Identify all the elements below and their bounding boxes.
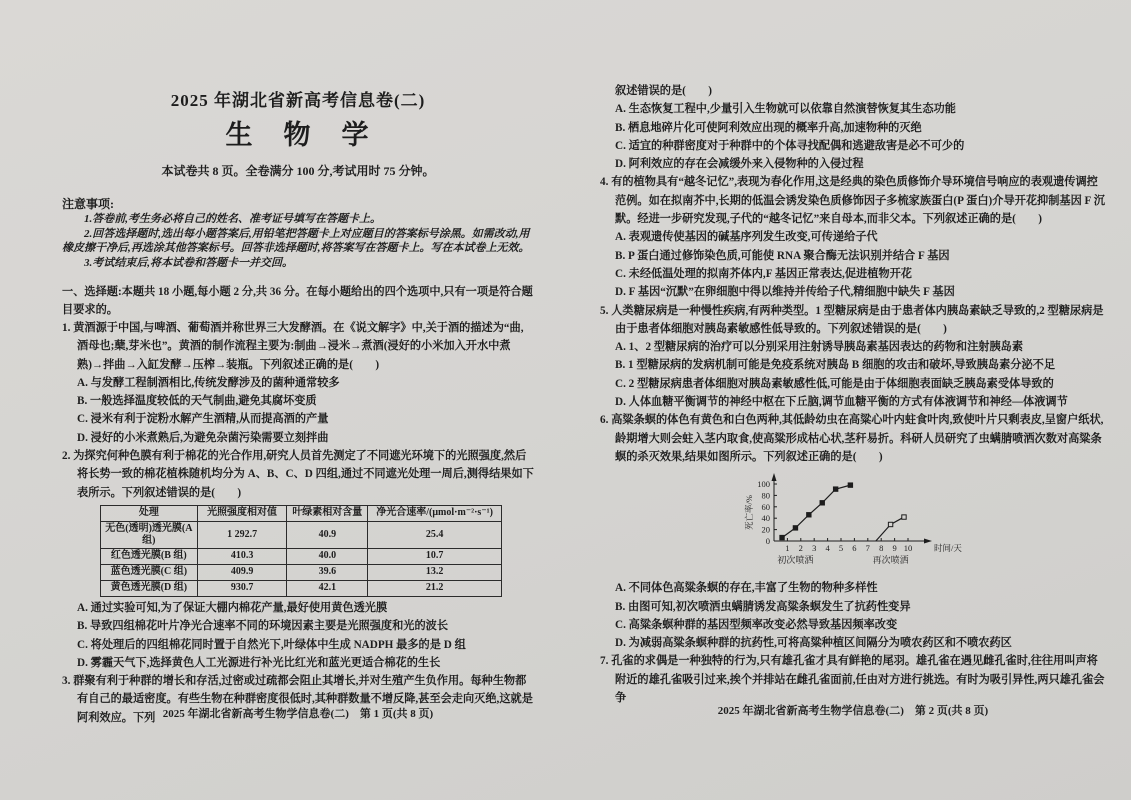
svg-text:2: 2: [798, 543, 803, 554]
svg-text:5: 5: [838, 543, 844, 554]
question-2-option-b: B. 导致四组棉花叶片净光合速率不同的环境因素主要是光照强度和光的波长: [77, 620, 449, 633]
table-cell: 黄色透光膜(D 组): [101, 580, 198, 596]
question-6-option-b: B. 由图可知,初次喷洒虫螨腈诱发高粱条螟发生了抗药性变异: [615, 600, 911, 613]
question-3-option-c: C. 适宜的种群密度对于种群中的个体寻找配偶和逃避敌害是必不可少的: [615, 139, 965, 152]
question-4: [600, 173, 1106, 301]
table-cell: 无色(透明)透光膜(A 组): [101, 521, 198, 548]
question-5-stem: 5. 人类糖尿病是一种慢性疾病,有两种类型。1 型糖尿病是由于患者体内胰岛素缺乏导致的,2 型糖尿病是由于患者体细胞对胰岛素敏感性低导致的。下列叙述错误的是( ): [600, 304, 1104, 335]
question-4-option-b: B. P 蛋白通过修饰染色质,可能使 RNA 聚合酶无法识别并结合 F 基因: [615, 249, 950, 262]
table-cell: 21.2: [368, 580, 502, 596]
question-4-option-a: A. 表观遗传使基因的碱基序列发生改变,可传递给子代: [615, 231, 878, 244]
svg-text:死亡率/%: 死亡率/%: [744, 495, 754, 531]
figure-chart: [722, 467, 974, 579]
svg-text:初次喷洒: 初次喷洒: [777, 555, 814, 566]
svg-text:20: 20: [761, 524, 770, 535]
page-2: [600, 82, 1106, 707]
question-4-option-c: C. 未经低温处理的拟南芥体内,F 基因正常表达,促进植物开花: [615, 267, 912, 280]
page-1: [62, 90, 534, 727]
table-cell: 10.7: [368, 548, 502, 564]
question-4-option-d: D. F 基因“沉默”在卵细胞中得以维持并传给子代,精细胞中缺失 F 基因: [615, 286, 955, 299]
question-3-stem-continued: 叙述错误的是( ): [615, 85, 712, 97]
table-cell: 红色透光膜(B 组): [101, 548, 198, 564]
svg-text:8: 8: [879, 543, 884, 554]
table-cell: 39.6: [287, 564, 368, 580]
exam-meta: 本试卷共 8 页。全卷满分 100 分,考试用时 75 分钟。: [161, 164, 435, 178]
question-3-continued: [600, 82, 1106, 173]
svg-text:40: 40: [761, 513, 770, 524]
section-heading: 一、选择题:本题共 18 小题,每小题 2 分,共 36 分。在每小题给出的四个选项中,只有一项是符合题目要求的。: [62, 286, 533, 316]
table-cell: 1 292.7: [197, 521, 287, 548]
table-cell: 930.7: [197, 580, 287, 596]
table-cell: 40.0: [287, 548, 368, 564]
question-2-option-d: D. 雾霾天气下,选择黄色人工光源进行补光比红光和蓝光更适合棉花的生长: [77, 656, 441, 669]
question-2-stem: 2. 为探究何种色膜有利于棉花的光合作用,研究人员首先测定了不同遮光环境下的光照强度,然后将长势一致的棉花植株随机均分为 A、B、C、D 四组,通过不同遮光处理一周后,测得结果如下表所示。下列叙述错误的是( ): [62, 450, 534, 499]
question-3-option-d: D. 阿利效应的存在会减缓外来入侵物种的入侵过程: [615, 158, 864, 171]
question-5-option-d: D. 人体血糖平衡调节的神经中枢在下丘脑,调节血糖平衡的方式有体液调节和神经—体液调节: [615, 396, 1068, 409]
table-header-cell: 光照强度相对值: [197, 505, 287, 521]
svg-text:时间/天: 时间/天: [934, 543, 962, 554]
svg-text:6: 6: [852, 543, 857, 554]
table-cell: 蓝色透光膜(C 组): [101, 564, 198, 580]
svg-text:10: 10: [903, 543, 913, 554]
table-cell: 42.1: [287, 580, 368, 596]
page-1-footer: 2025 年湖北省新高考生物学信息卷(二) 第 1 页(共 8 页): [162, 708, 434, 720]
notice-heading: 注意事项:: [62, 197, 114, 211]
notice-item-3: 3.考试结束后,将本试卷和答题卡一并交回。: [84, 256, 293, 269]
table-cell: 25.4: [368, 521, 502, 548]
svg-text:再次喷洒: 再次喷洒: [872, 555, 909, 566]
question-1: [62, 319, 534, 447]
question-4-stem: 4. 有的植物具有“越冬记忆”,表现为春化作用,这是经典的染色质修饰介导环境信号响应的表观遗传调控范例。如在拟南芥中,长期的低温会诱发染色质修饰因子多梳家族蛋白(P 蛋白)介导开花抑制基因 F 沉默。经进一步研究发现,子代的“越冬记忆”来自母本,而非父本。下列叙述正确的是( ): [600, 176, 1105, 226]
svg-text:60: 60: [761, 502, 770, 513]
table-header-cell: 净光合速率/(μmol·m⁻²·s⁻¹): [368, 505, 502, 521]
svg-text:100: 100: [757, 479, 770, 490]
question-6-option-a: A. 不同体色高粱条螟的存在,丰富了生物的物种多样性: [615, 582, 878, 595]
question-2-option-a: A. 通过实验可知,为了保证大棚内棉花产量,最好使用黄色透光膜: [77, 601, 388, 614]
table-cell: 40.9: [287, 521, 368, 548]
svg-text:9: 9: [892, 543, 897, 554]
question-6-option-d: D. 为减弱高粱条螟种群的抗药性,可将高粱种植区间隔分为喷农药区和不喷农药区: [615, 637, 1012, 650]
question-3-stem: 3. 群聚有利于种群的增长和存活,过密或过疏都会阻止其增长,并对生殖产生负作用。每种生物都有自己的最适密度。有些生物在种群密度很低时,其种群数量不增反降,甚至会走向灭绝,这就是阿利效应。下列: [62, 675, 533, 724]
question-1-option-b: B. 一般选择温度较低的天气制曲,避免其腐坏变质: [77, 395, 317, 408]
svg-text:4: 4: [825, 543, 830, 554]
question-7: [600, 652, 1106, 707]
notice-item-1: 1.答卷前,考生务必将自己的姓名、准考证号填写在答题卡上。: [84, 213, 381, 225]
question-6: [600, 411, 1106, 652]
table-row: [101, 564, 502, 580]
page-title: 2025 年湖北省新高考信息卷(二): [170, 91, 426, 110]
svg-text:7: 7: [865, 543, 870, 554]
table-row: [101, 580, 502, 596]
table-header-row: [101, 505, 502, 521]
table-row: [101, 548, 502, 564]
page-2-footer: 2025 年湖北省新高考生物学信息卷(二) 第 2 页(共 8 页): [717, 705, 989, 717]
table-cell: 410.3: [197, 548, 287, 564]
table-cell: 13.2: [368, 564, 502, 580]
question-5: [600, 302, 1106, 412]
svg-text:0: 0: [765, 536, 770, 547]
question-3-option-a: A. 生态恢复工程中,少量引入生物就可以依靠自然演替恢复其生态功能: [615, 103, 956, 116]
light-film-data-table: [100, 505, 502, 597]
question-7-stem: 7. 孔雀的求偶是一种独特的行为,只有雄孔雀才具有鲜艳的尾羽。雄孔雀在遇见雌孔雀时,往往用叫声将附近的雄孔雀吸引过来,挨个并排站在雌孔雀面前,任由对方进行挑选。有时为吸引异性,两只雄孔雀会争: [600, 655, 1105, 705]
svg-text:1: 1: [785, 543, 790, 554]
question-5-option-a: A. 1、2 型糖尿病的治疗可以分别采用注射诱导胰岛素基因表达的药物和注射胰岛素: [615, 341, 1024, 354]
svg-text:80: 80: [761, 490, 770, 501]
question-6-stem: 6. 高粱条螟的体色有黄色和白色两种,其低龄幼虫在高粱心叶内蛀食叶肉,致使叶片只剩表皮,呈窗户纸状,龄期增大则会蛀入茎内取食,使高粱形成枯心状,茎秆易折。科研人员研究了虫螨腈喷洒次数对高粱条螟的杀灭效果,结果如图所示。下列叙述正确的是( ): [600, 414, 1104, 463]
subject-title: 生 物 学: [225, 120, 371, 150]
table-header-cell: 叶绿素相对含量: [287, 505, 368, 521]
question-1-option-d: D. 浸好的小米煮熟后,为避免杂菌污染需要立刻拌曲: [77, 431, 329, 444]
table-header-cell: 处理: [101, 505, 198, 521]
question-1-option-a: A. 与发酵工程制酒相比,传统发酵涉及的菌种通常较多: [77, 376, 340, 389]
question-1-stem: 1. 黄酒源于中国,与啤酒、葡萄酒并称世界三大发酵酒。在《说文解字》中,关于酒的描述为“曲,酒母也;蘖,芽米也”。黄酒的制作流程主要为:制曲→浸米→煮酒(浸好的小米加入开水中煮熟)→拌曲→入缸发酵→压榨→装瓶。下列叙述正确的是( ): [62, 322, 524, 371]
table-row: [101, 521, 502, 548]
question-5-option-c: C. 2 型糖尿病患者体细胞对胰岛素敏感性低,可能是由于体细胞表面缺乏胰岛素受体导致的: [615, 377, 1054, 390]
question-1-option-c: C. 浸米有利于淀粉水解产生酒精,从而提高酒的产量: [77, 413, 329, 426]
question-5-option-b: B. 1 型糖尿病的发病机制可能是免疫系统对胰岛 B 细胞的攻击和破坏,导致胰岛素分泌不足: [615, 359, 1056, 372]
question-2: [62, 447, 534, 672]
question-3-option-b: B. 栖息地碎片化可使阿利效应出现的概率升高,加速物种的灭绝: [615, 121, 922, 134]
question-2-option-c: C. 将处理后的四组棉花同时置于自然光下,叶绿体中生成 NADPH 最多的是 D 组: [77, 638, 466, 651]
notice-item-2: 2.回答选择题时,选出每小题答案后,用铅笔把答题卡上对应题目的答案标号涂黑。如需改动,用橡皮擦干净后,再选涂其他答案标号。回答非选择题时,将答案写在答题卡上。写在本试卷上无效。: [62, 227, 530, 254]
table-cell: 409.9: [197, 564, 287, 580]
question-6-option-c: C. 高粱条螟种群的基因型频率改变必然导致基因频率改变: [615, 618, 898, 631]
svg-text:3: 3: [812, 543, 817, 554]
